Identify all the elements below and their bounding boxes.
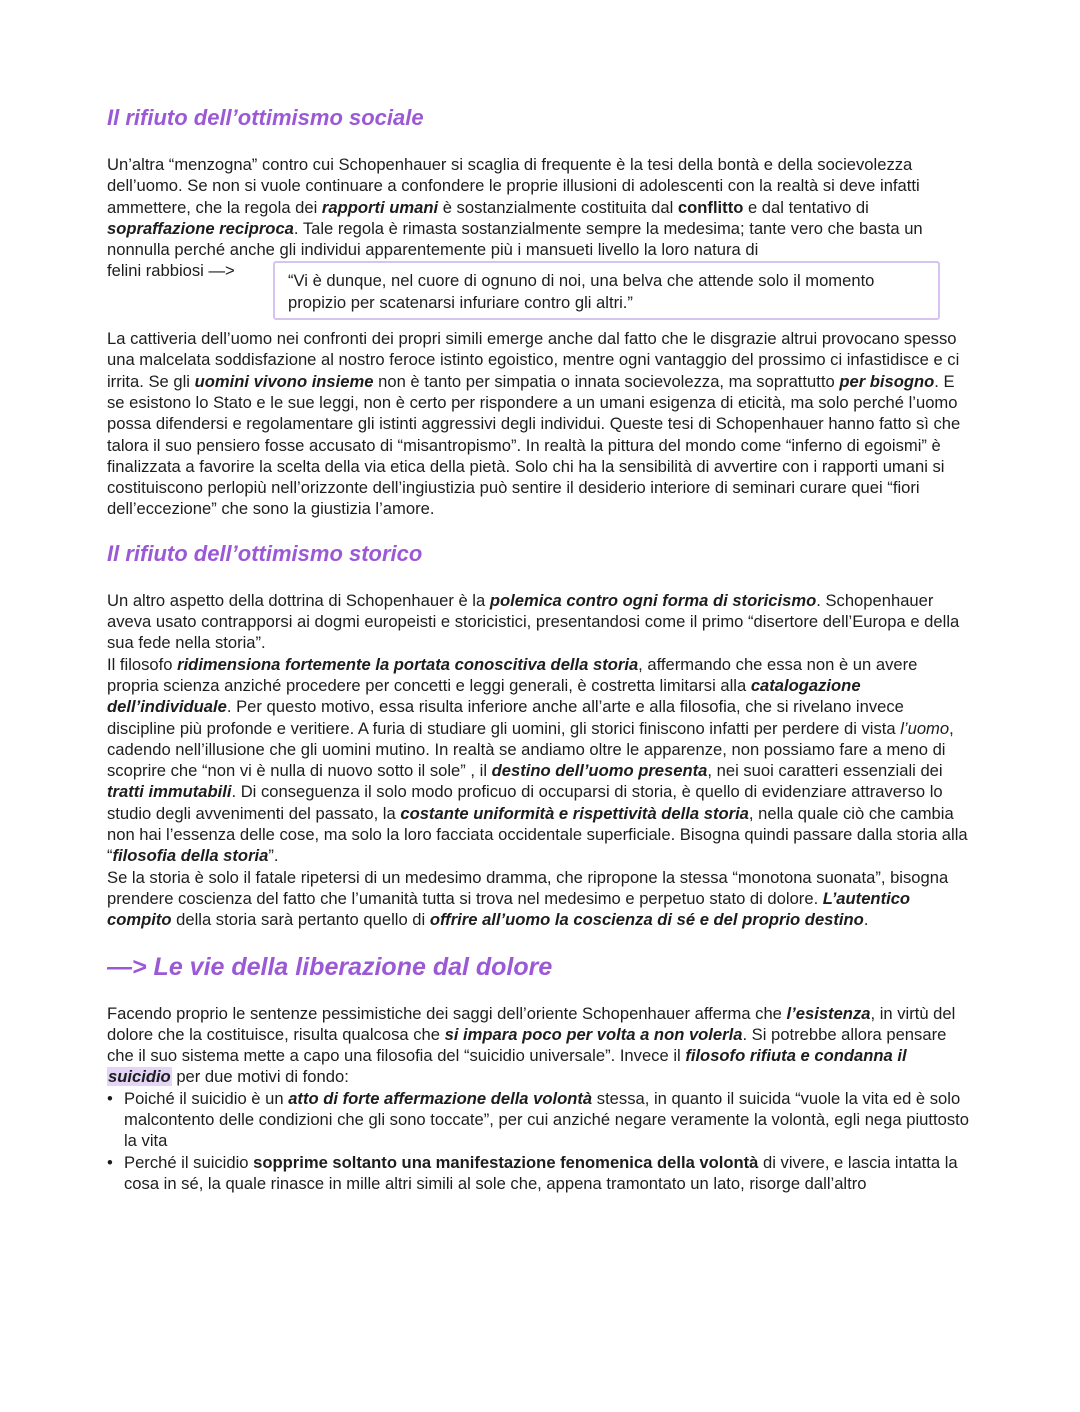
emphasis-text: atto di forte affermazione della volontà	[288, 1088, 593, 1108]
paragraph-storico-3: Se la storia è solo il fatale ripetersi di un medesimo dramma, che ripropone la stessa “monotona suonata”, bisogna prendere coscienza del fatto che l’umanità tutta si trova nel medesimo e perpetuo stato di dolore. L’autentico compito della storia sarà pertanto quello di offrire all’uomo la coscienza di sé e del proprio destino.	[107, 867, 949, 930]
emphasis-text: uomini vivono insieme	[194, 371, 374, 391]
emphasis-text: catalogazione dell’individuale	[107, 675, 861, 717]
emphasis-text: polemica contro ogni forma di storicismo	[489, 590, 817, 610]
emphasis-text: filosofo rifiuta e condanna il	[685, 1046, 907, 1066]
emphasis-text: conflitto	[677, 197, 744, 217]
paragraph-storico-2: Il filosofo ridimensiona fortemente la portata conoscitiva della storia, affermando che essa non è un avere propria scienza anziché procedere per concetti e leggi generali, è costretta limitarsi alla catalogazione dell’individuale. Per questo motivo, essa risulta inferiore anche all’arte e alla filosofia, che si rivelano invece discipline più profonde e veritiere. A furia di studiare gli uomini, gli storici finiscono infatti per perdere di vista l’uomo, cadendo nell’illusione che gli uomini mutino. In realtà se andiamo oltre le apparenze, non possiamo fare a meno di scoprire che “non vi è nulla di nuovo sotto il sole” , il destino dell’uomo presenta, nei suoi caratteri essenziali dei tratti immutabili. Di conseguenza il solo modo proficuo di occuparsi di storia, è quello di evidenziare attraverso lo studio degli avvenimenti del passato, la costante uniformità e rispettività della storia, nella quale ciò che cambia non hai l’essenza delle cose, ma solo la loro facciata occidentale superficiale. Bisogna quindi passare dalla storia alla “filosofia della storia”.	[107, 654, 968, 866]
suicide-reasons-list	[107, 1088, 973, 1194]
emphasis-text: l’esistenza	[786, 1003, 871, 1023]
emphasis-text: ridimensiona fortemente la portata conoscitiva della storia	[177, 654, 639, 674]
emphasis-text: sopprime soltanto una manifestazione fenomenica della volontà	[253, 1152, 759, 1172]
paragraph-sociale-1: Un’altra “menzogna” contro cui Schopenhauer si scaglia di frequente è la tesi della bontà e della socievolezza dell’uomo. Se non si vuole continuare a confondere le proprie illusioni di adolescenti con la realtà si deve infatti ammettere, che la regola dei rapporti umani è sostanzialmente costituita dal conflitto e dal tentativo di sopraffazione reciproca. Tale regola è rimasta sostanzialmente sempre la medesima; tante vero che basta un nonnulla perché anche gli individui apparentemente più i mansueti livello la loro natura di	[107, 155, 923, 260]
emphasis-text: L’autentico compito	[107, 888, 911, 930]
emphasis-text: offrire all’uomo la coscienza di sé e del proprio destino	[429, 910, 864, 930]
emphasis-text: filosofia della storia	[112, 846, 269, 866]
quote-lead-text: felini rabbiosi —>	[107, 261, 235, 281]
emphasis-text: sopraffazione reciproca	[107, 218, 294, 238]
list-item: • Perché il suicidio sopprime soltanto una manifestazione fenomenica della volontà di vivere, e lascia intatta la cosa in sé, la quale rinasce in mille altri simili al sole che, appena tramontato un lato, risorge dall’altro	[107, 1152, 973, 1195]
quote-row	[107, 260, 973, 328]
section-title-ottimismo-storico: Il rifiuto dell’ottimismo storico	[107, 540, 423, 566]
emphasis-text: per bisogno	[839, 371, 935, 391]
list-item: • Poiché il suicidio è un atto di forte affermazione della volontà stessa, in quanto il suicida “vuole la vita ed è solo malcontento delle condizioni che gli sono toccate”, per cui anziché negare veramente la volontà, egli nega piuttosto la vita	[107, 1088, 973, 1152]
paragraph-storico-1: Un altro aspetto della dottrina di Schopenhauer è la polemica contro ogni forma di storicismo. Schopenhauer aveva usato contrapporsi ai dogmi europeisti e storicistici, presentandosi come il primo “disertore dell’Europa e della sua fede nella storia”.	[107, 590, 960, 653]
paragraph-sociale-2: La cattiveria dell’uomo nei confronti dei propri simili emerge anche dal fatto che le disgrazie altrui provocano spesso una malcelata soddisfazione al nostro feroce istinto egoistico, mentre ogni vantaggio del prossimo ci infastidisce e ci irrita. Se gli uomini vivono insieme non è tanto per simpatia o innata socievolezza, ma soprattutto per bisogno. E se esistono lo Stato e le sue leggi, non è certo per rispondere a un umani esigenza di eticità, ma solo perché l’uomo possa difendersi e regolamentare gli istinti aggressivi degli individui. Queste tesi di Schopenhauer hanno fatto sì che talora il suo pensiero fosse accusato di “misantropismo”. In realtà la pittura del mondo come “inferno di egoismi” è finalizzata a favorire la scelta della via etica della pietà. Solo chi ha la sensibilità di avvertire con i rapporti umani si costituiscono perlopiù nell’orizzonte dell’ingiustizia può sentire il desiderio interiore di seminari curare quei “fiori dell’eccezione” che sono la giustizia l’amore.	[107, 329, 961, 519]
emphasis-text: destino dell’uomo presenta	[491, 761, 708, 781]
emphasis-text: tratti immutabili	[107, 782, 232, 802]
emphasis-text: si impara poco per volta a non volerla	[444, 1024, 743, 1044]
emphasis-text: l’uomo	[900, 718, 950, 738]
paragraph-liberazione-1: Facendo proprio le sentenze pessimistiche dei saggi dell’oriente Schopenhauer afferma che l’esistenza, in virtù del dolore che la costituisce, risulta qualcosa che si impara poco per volta a non volerla. Si potrebbe allora pensare che il suo sistema mette a capo una filosofia del “suicidio universale”. Invece il filosofo rifiuta e condanna il suicidio per due motivi di fondo:	[107, 1003, 956, 1087]
highlighted-term: suicidio	[108, 1067, 171, 1087]
quote-box: “Vi è dunque, nel cuore di ognuno di noi, una belva che attende solo il momento propizio per scatenarsi infuriare contro gli altri.”	[273, 261, 940, 320]
emphasis-text: rapporti umani	[321, 197, 439, 217]
spacer	[107, 931, 973, 951]
section-title-liberazione-dolore: —> Le vie della liberazione dal dolore	[107, 952, 553, 981]
section-title-ottimismo-sociale: Il rifiuto dell’ottimismo sociale	[107, 105, 424, 130]
emphasis-text: costante uniformità e rispettività della storia	[400, 803, 749, 823]
document-page	[107, 104, 973, 1194]
spacer	[107, 520, 973, 540]
